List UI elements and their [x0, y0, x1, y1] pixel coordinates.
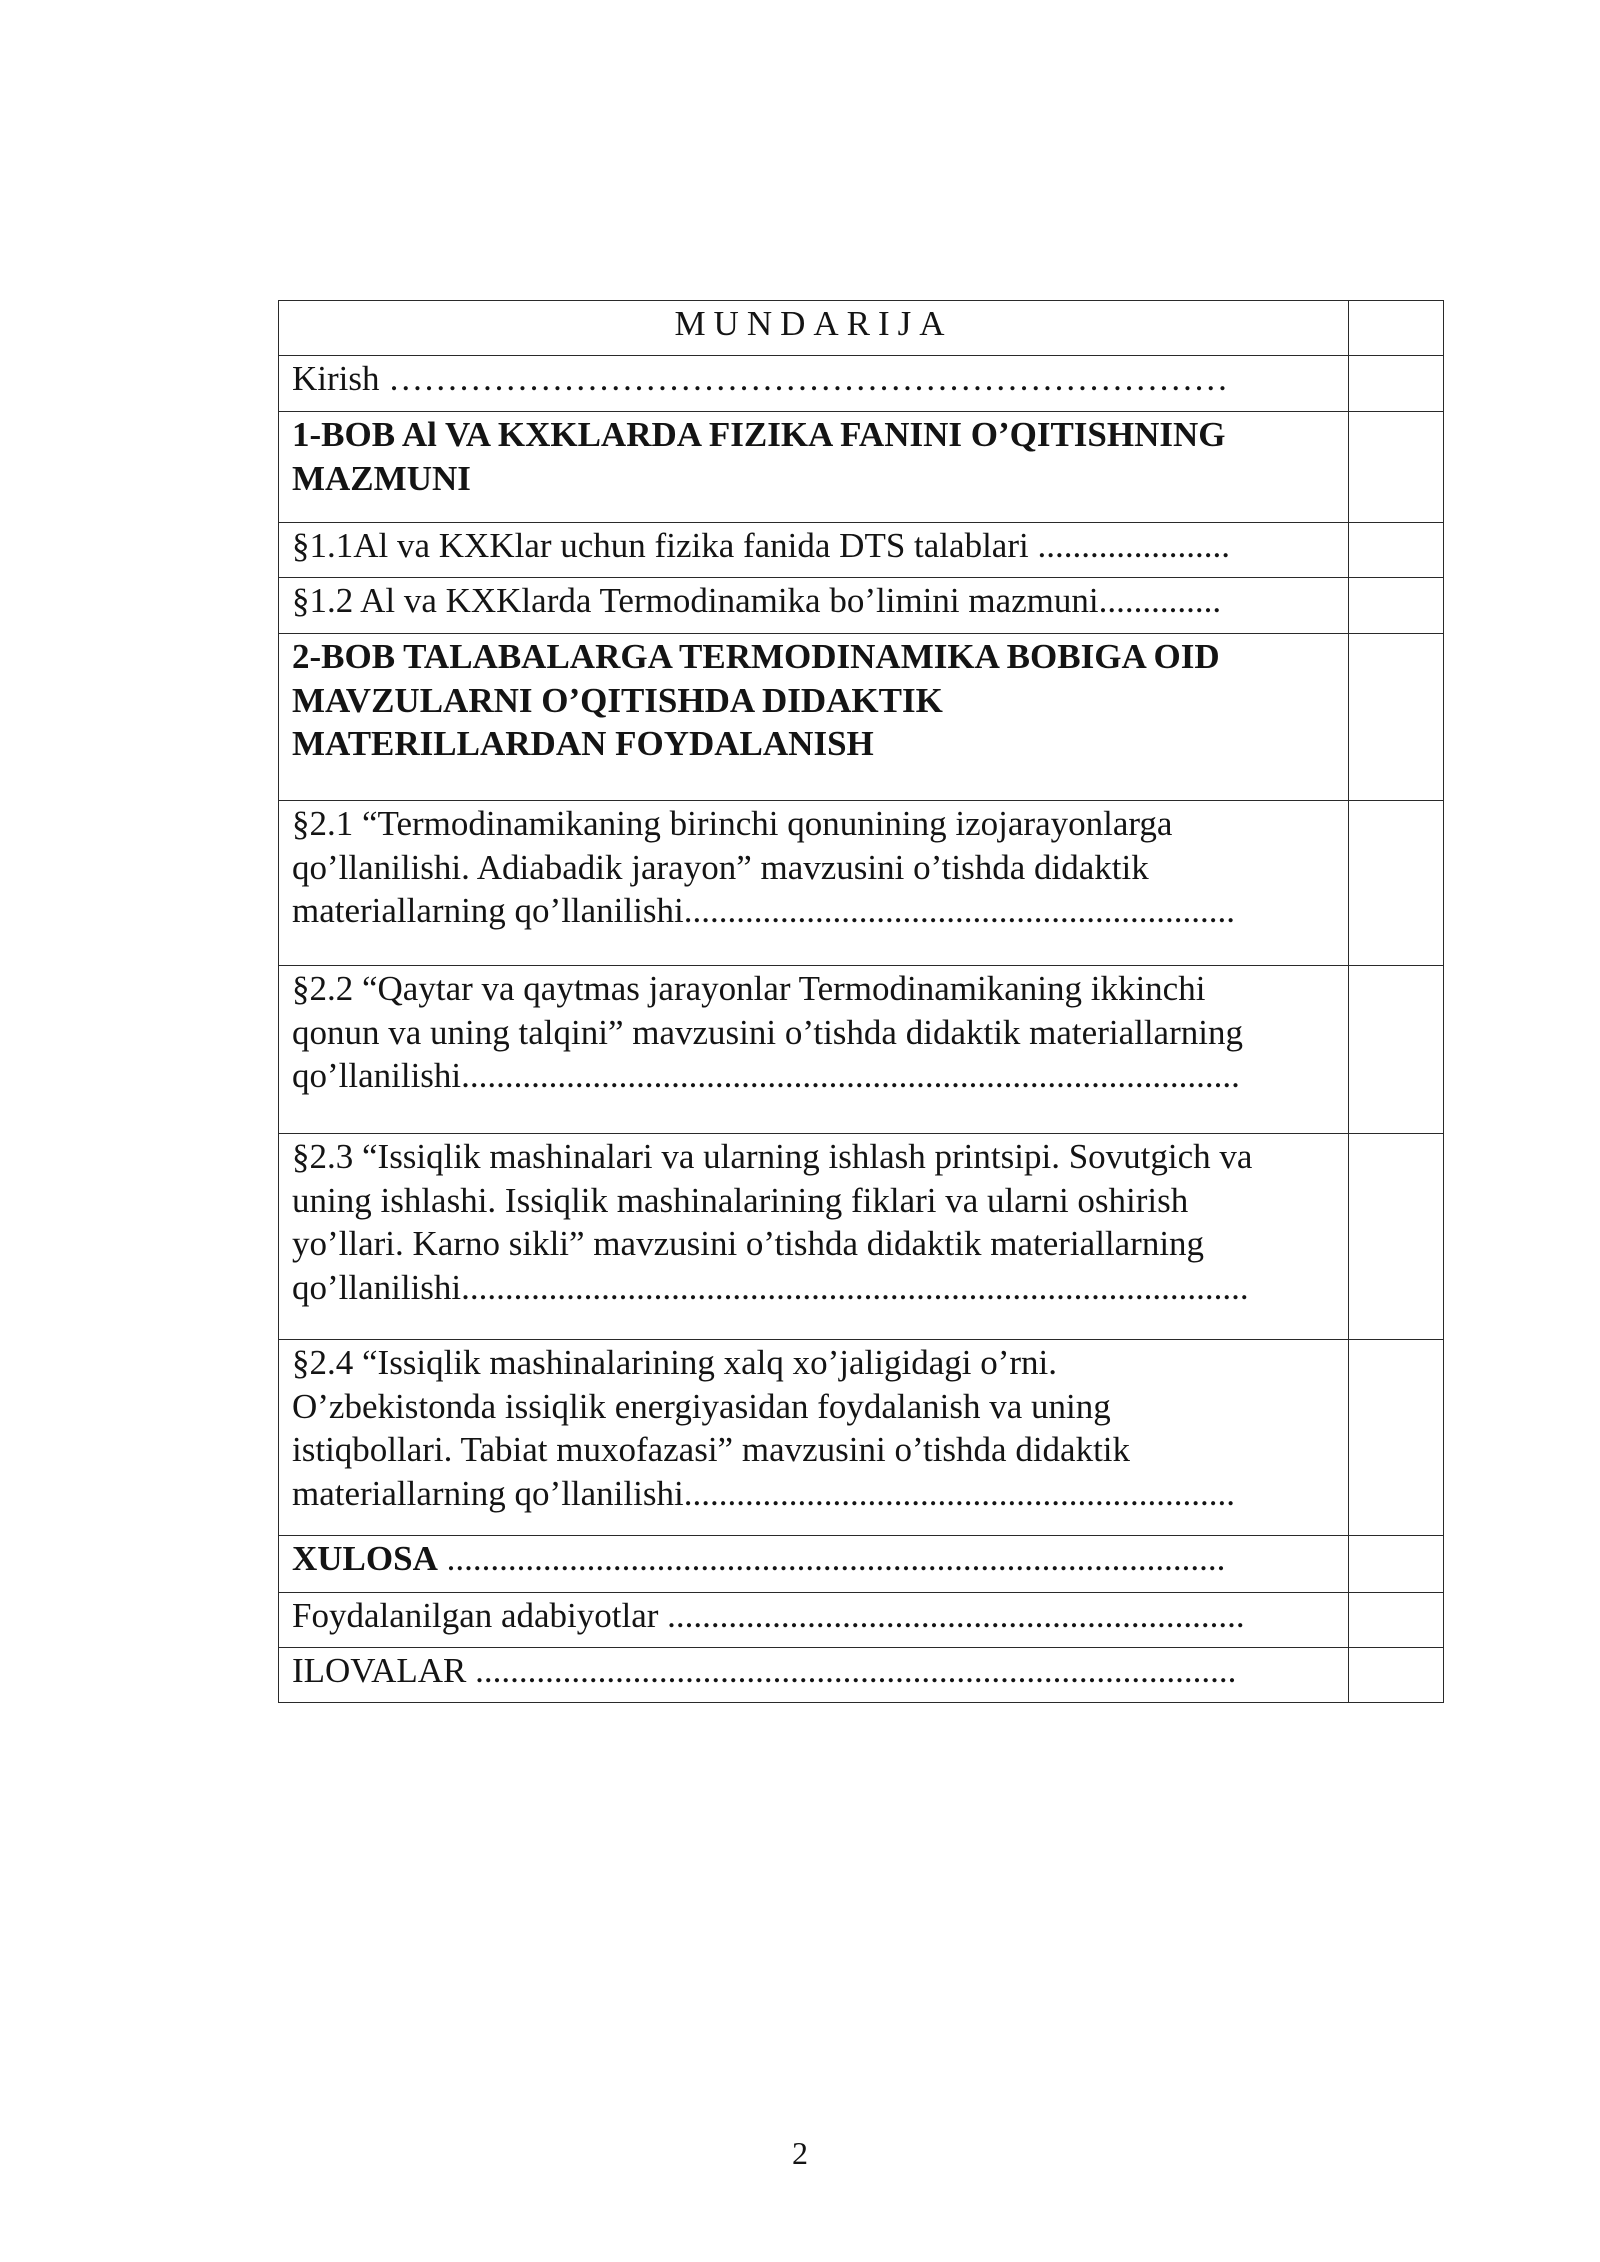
- toc-entry-cell: [279, 1593, 1349, 1648]
- toc-entry-cell: [279, 634, 1349, 801]
- toc-entry-section-1-1: §1.1Al va KXKlar uchun fizika fanida DTS talablari ......................: [292, 526, 1230, 565]
- toc-row: [279, 1593, 1444, 1648]
- toc-row: [279, 1340, 1444, 1536]
- toc-page-cell: [1349, 634, 1444, 801]
- toc-page-cell: [1349, 356, 1444, 412]
- toc-entry-section-1-2: §1.2 Al va KXKlarda Termodinamika bo’limini mazmuni..............: [292, 581, 1222, 620]
- toc-entry-cell: [279, 1134, 1349, 1340]
- toc-page-cell: [1349, 1340, 1444, 1536]
- toc-entry-cell: [279, 1648, 1349, 1703]
- toc-entry-cell: [279, 801, 1349, 966]
- toc-entry-chapter-2: 2-BOB TALABALARGA TERMODINAMIKA BOBIGA OID MAVZULARNI O’QITISHDA DIDAKTIK MATERILLARDAN FOYDALANISH: [292, 637, 1220, 763]
- toc-entry-cell: [279, 356, 1349, 412]
- toc-entry-cell: [279, 578, 1349, 634]
- toc-entry-conclusion-dots: .........................................................................................: [437, 1539, 1226, 1578]
- toc-row: [279, 523, 1444, 578]
- table-of-contents: [278, 300, 1444, 1703]
- toc-entry-cell: [279, 523, 1349, 578]
- toc-entry-section-2-4: §2.4 “Issiqlik mashinalarining xalq xo’jaligidagi o’rni. O’zbekistonda issiqlik energiyasidan foydalanish va uning istiqbollari. Tabiat muxofazasi” mavzusini o’tishda didaktik materiallarning qo’llanilishi...............................................................: [292, 1343, 1235, 1513]
- toc-entry-section-2-1: §2.1 “Termodinamikaning birinchi qonunining izojarayonlarga qo’llanilishi. Adiabadik jarayon” mavzusini o’tishda didaktik materiallarning qo’llanilishi...............................................................: [292, 804, 1235, 930]
- toc-row: [279, 578, 1444, 634]
- toc-entry-cell: [279, 1536, 1349, 1593]
- toc-page-cell: [1349, 801, 1444, 966]
- toc-entry-section-2-3: §2.3 “Issiqlik mashinalari va ularning ishlash printsipi. Sovutgich va uning ishlashi. Issiqlik mashinalarining fiklari va ularni oshirish yo’llari. Karno sikli” mavzusini o’tishda didaktik materiallarning qo’llanilishi..........................................................................................: [292, 1137, 1253, 1307]
- toc-page-cell: [1349, 523, 1444, 578]
- toc-entry-chapter-1: 1-BOB Al VA KXKLARDA FIZIKA FANINI O’QITISHNING MAZMUNI: [292, 415, 1226, 498]
- toc-entry-conclusion: [279, 1536, 1348, 1581]
- toc-row: [279, 966, 1444, 1134]
- toc-page-cell: [1349, 1134, 1444, 1340]
- toc-page-cell: [1349, 578, 1444, 634]
- toc-row: [279, 634, 1444, 801]
- toc-entry-section-2-2: §2.2 “Qaytar va qaytmas jarayonlar Termodinamikaning ikkinchi qonun va uning talqini” mavzusini o’tishda didaktik materiallarning qo’llanilishi.........................................................................................: [292, 969, 1243, 1095]
- toc-row: [279, 801, 1444, 966]
- toc-title: MUNDARIJA: [674, 304, 953, 343]
- toc-row: [279, 356, 1444, 412]
- toc-title-row: [279, 301, 1444, 356]
- toc-page-cell: [1349, 966, 1444, 1134]
- toc-page-cell: [1349, 1648, 1444, 1703]
- toc-entry-cell: [279, 1340, 1349, 1536]
- toc-row: [279, 1536, 1444, 1593]
- toc-page-cell: [1349, 1536, 1444, 1593]
- toc-entry-cell: [279, 966, 1349, 1134]
- toc-row: [279, 1648, 1444, 1703]
- toc-entry-conclusion-label: XULOSA: [292, 1539, 438, 1578]
- toc-page-cell: [1349, 301, 1444, 356]
- toc-entry-references: Foydalanilgan adabiyotlar ..................................................................: [292, 1596, 1245, 1635]
- toc-row: [279, 1134, 1444, 1340]
- toc-row: [279, 412, 1444, 523]
- toc-page-cell: [1349, 412, 1444, 523]
- toc-entry-cell: [279, 412, 1349, 523]
- toc-title-cell: [279, 301, 1349, 356]
- toc-entry-appendices: ILOVALAR .......................................................................................: [292, 1651, 1237, 1690]
- toc-entry-introduction: Kirish ………………………………………………………………: [292, 359, 1229, 398]
- toc-page-cell: [1349, 1593, 1444, 1648]
- page-number: 2: [792, 2135, 808, 2171]
